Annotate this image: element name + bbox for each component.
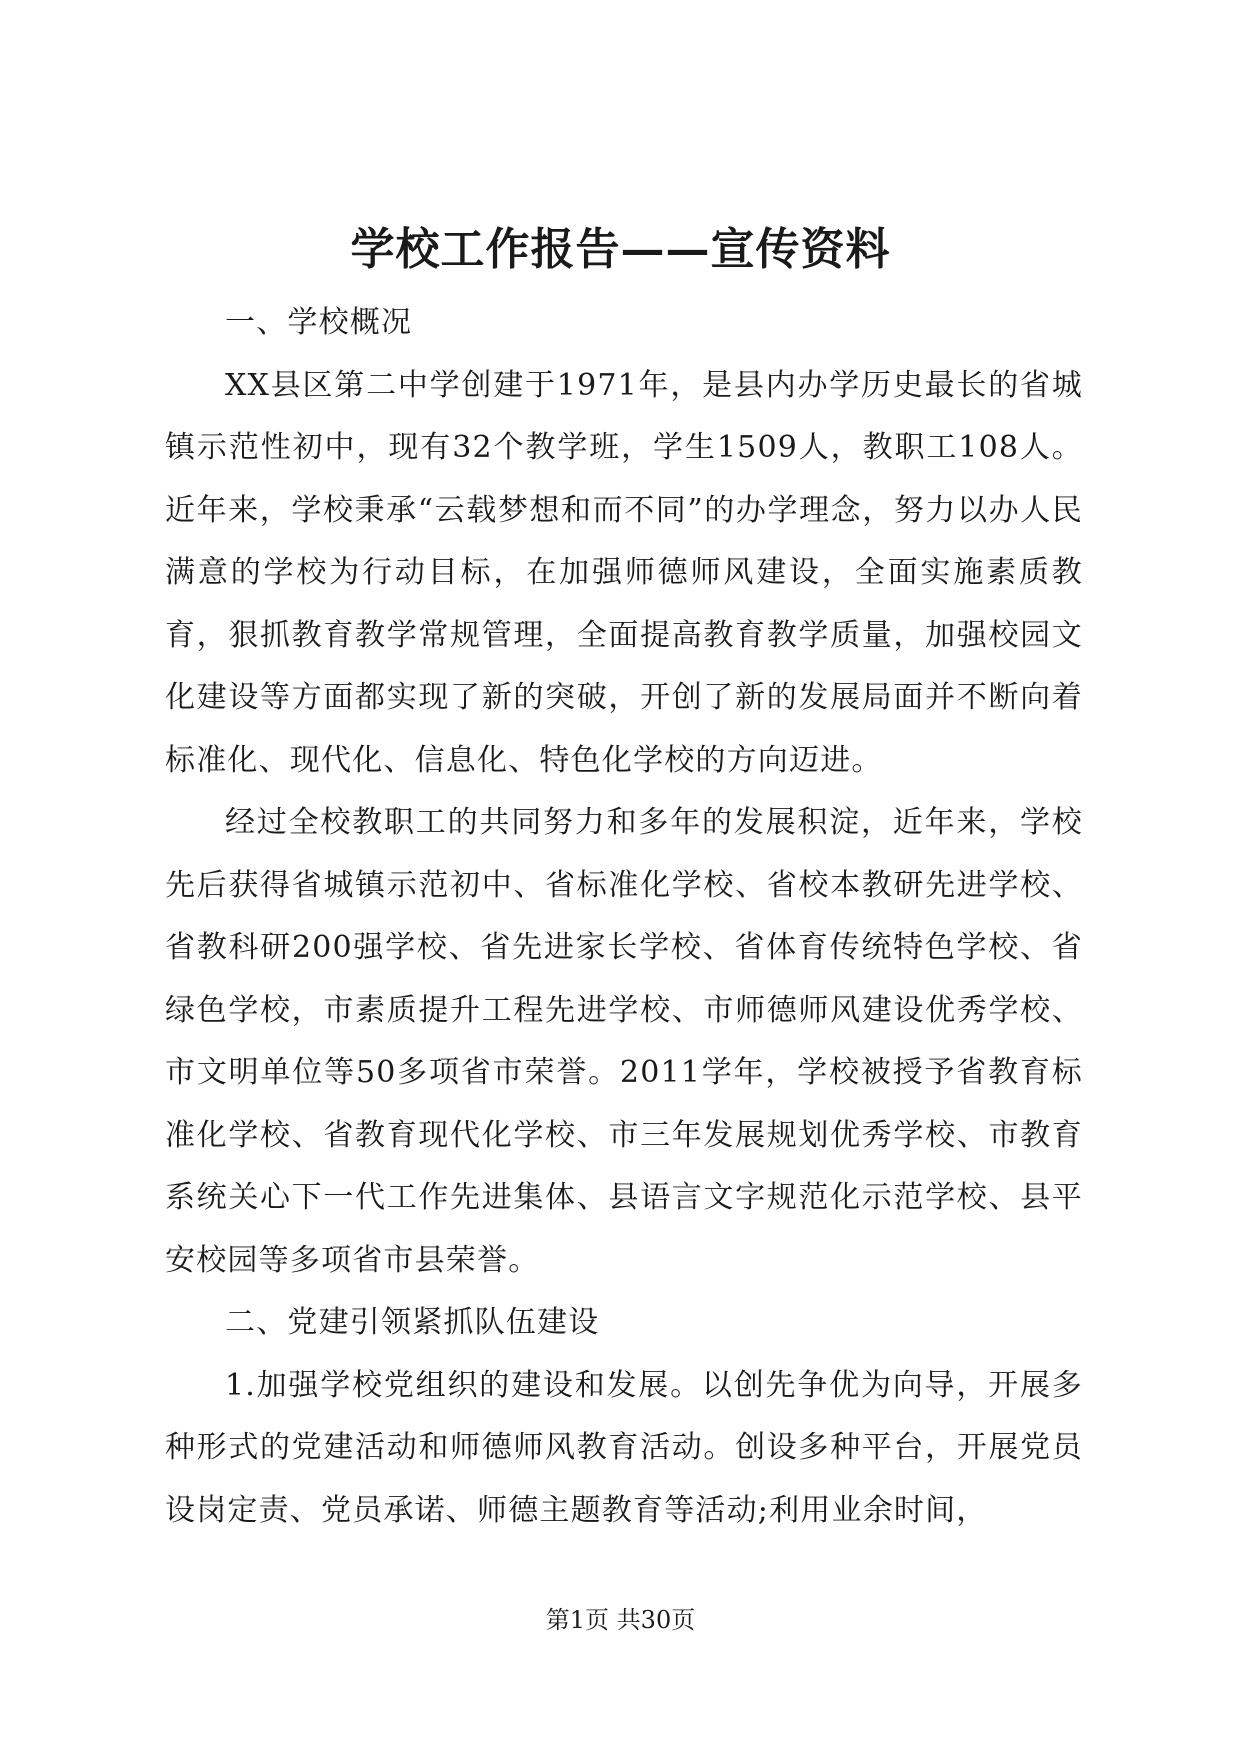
paragraph-school-honors: 经过全校教职工的共同努力和多年的发展积淀，近年来，学校先后获得省城镇示范初中、省标准化学校、省校本教研先进学校、省教科研200强学校、省先进家长学校、省体育传统特色学校、省绿色学校，市素质提升工程先进学校、市师德师风建设优秀学校、市文明单位等50多项省市荣誉。2011学年，学校被授予省教育标准化学校、省教育现代化学校、市三年发展规划优秀学校、市教育系统关心下一代工作先进集体、县语言文字规范化示范学校、县平安校园等多项省市县荣誉。 (165, 805, 1083, 1278)
section-heading-party-building: 二、党建引领紧抓队伍建设 (225, 1305, 600, 1340)
paragraph-school-intro: XX县区第二中学创建于1971年，是县内办学历史最长的省城镇示范性初中，现有32个教学班，学生1509人，教职工108人。近年来，学校秉承“云载梦想和而不同”的办学理念，努力以办人民满意的学校为行动目标，在加强师德师风建设，全面实施素质教育，狠抓教育教学常规管理，全面提高教育教学质量，加强校园文化建设等方面都实现了新的突破，开创了新的发展局面并不断向着标准化、现代化、信息化、特色化学校的方向迈进。 (165, 367, 1083, 778)
paragraph-party-organization: 1.加强学校党组织的建设和发展。以创先争优为向导，开展多种形式的党建活动和师德师风教育活动。创设多种平台，开展党员设岗定责、党员承诺、师德主题教育等活动;利用业余时间， (165, 1367, 1083, 1528)
section-heading-overview: 一、学校概况 (225, 305, 413, 340)
document-body (165, 292, 1083, 1542)
document-title: 学校工作报告——宣传资料 (350, 224, 891, 275)
page-number-footer: 第1页 共30页 (545, 1606, 696, 1634)
